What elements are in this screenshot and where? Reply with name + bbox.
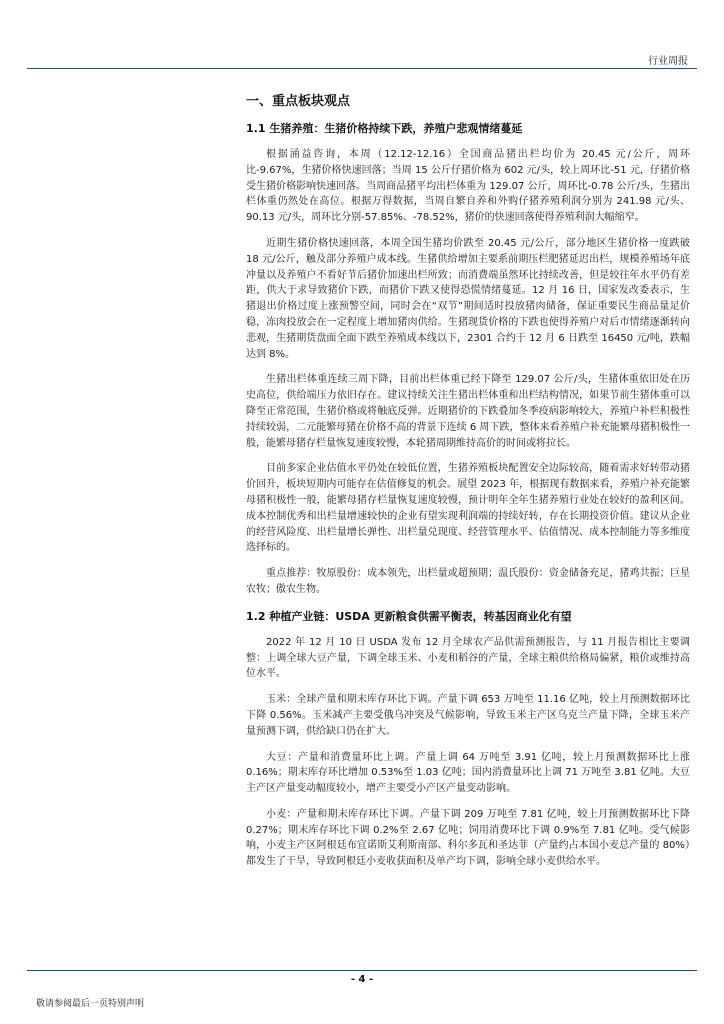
- section-title: 一、重点板块观点: [246, 94, 351, 109]
- paragraph: 2022 年 12 月 10 日 USDA 发布 12 月全球农产品供需预测报告，与 11 月报告相比主要调整：上调全球大豆产量，下调全球玉米、小麦和稻谷的产量，全球主粮供给格局偏紧，粮价或维持高位水平。: [246, 636, 690, 680]
- paragraph: 生猪出栏体重连续三周下降，目前出栏体重已经下降至 129.07 公斤/头，生猪体重依旧处在历史高位，供给端压力依旧存在。建议持续关注生猪出栏体重和出栏结构情况，如果节前生猪体重可以降至正常范围，生猪价格或将触底反弹。近期猪价的下跌叠加冬季疫病影响较大，养殖户补栏积极性持续较弱，二元能繁母猪在价格不高的背景下连续 6 周下跌，整体来看养殖户补充能繁母猪积极性一般，能繁母猪存栏量恢复速度较慢，本轮猪周期维持高价的时间或将拉长。: [246, 374, 690, 449]
- paragraph: 目前多家企业估值水平仍处在较低位置，生猪养殖板块配置安全边际较高，随着需求好转带动猪价回升，板块短期内可能存在估值修复的机会。展望 2023 年，根据现有数据来看，养殖户补充能繁母猪积极性一般，能繁母猪存栏量恢复速度较慢，预计明年全年生猪养殖行业处在较好的盈利区间。成本控制优秀和出栏量增速较快的企业有望实现利润端的持续好转，存在长期投资价值。建议从企业的经营风险度、出栏量增长弹性、出栏量兑现度、经营管理水平、估值情况、成本控制能力等多维度选择标的。: [246, 463, 690, 554]
- report-category-label: 行业周报: [648, 56, 688, 67]
- paragraph: 大豆：产量和消费量环比上调。产量上调 64 万吨至 3.91 亿吨，较上月预测数据环比上涨 0.16%；期末库存环比增加 0.53%至 1.03 亿吨；国内消费量环比上调 71 万吨至 3.81 亿吨。大豆主产区产量变动幅度较小，增产主要受小产区产量变动影响。: [246, 751, 690, 795]
- footer-divider: [27, 970, 697, 971]
- page-number: - 4 -: [350, 974, 374, 985]
- disclaimer-note: 敬请参阅最后一页特别声明: [36, 999, 145, 1009]
- header-divider: [27, 68, 697, 69]
- paragraph: 重点推荐：牧原股份：成本领先，出栏量或超预期；温氏股份：资金储备充足，猪鸡共振；巨星农牧；傲农生物。: [246, 568, 690, 595]
- paragraph: 根据涌益咨询，本周（12.12-12.16）全国商品猪出栏均价为 20.45 元/公斤，周环比-9.67%，生猪价格快速回落；当周 15 公斤仔猪价格为 602 元/头，较上周环比-51 元，仔猪价格受生猪价格影响快速回落。当周商品猪平均出栏体重为 129.07 公斤，周环比-0.78 公斤/头，生猪出栏体重仍然处在高位。根据万得数据，当周自繁自养和外购仔猪养殖利润分别为 241.98 元/头、90.13 元/头，周环比分别-57.85%、-78.52%，猪价的快速回落使得养殖利润大幅缩窄。: [246, 149, 690, 224]
- subsection-title-hog: 1.1 生猪养殖：生猪价格持续下跌，养殖户悲观情绪蔓延: [246, 122, 523, 135]
- paragraph: 近期生猪价格快速回落，本周全国生猪均价跌至 20.45 元/公斤，部分地区生猪价格一度跌破 18 元/公斤，触及部分养殖户成本线。生猪供给增加主要系前期压栏肥猪延迟出栏，规模养殖场年底冲量以及养殖户不看好节后猪价加速出栏所致；而消费端虽然环比持续改善，但是较往年水平仍有差距，供大于求导致猪价下跌，而猪价下跌又使得恐慌情绪蔓延。12 月 16 日，国家发改委表示，生猪退出价格过度上涨预警空间，同时会在“双节”期间适时投放猪肉储备，保证重要民生商品量足价稳，冻肉投放会在一定程度上增加猪肉供给。生猪现货价格的下跌也使得养殖户对后市情绪逐渐转向悲观，生猪期货盘面全面下跌至养殖成本线以下，2301 合约于 12 月 6 日跌至 16450 元/吨，跌幅达到 8%。: [246, 237, 690, 360]
- paragraph: 小麦：产量和期末库存环比下调。产量下调 209 万吨至 7.81 亿吨，较上月预测数据环比下降 0.27%；期末库存环比下调 0.2%至 2.67 亿吨；饲用消费环比下调 0.9%至 7.81 亿吨。受气候影响，小麦主产区阿根廷布宜诺斯艾利斯南部、科尔多瓦和圣达菲（产量约占本国小麦总产量的 80%）都发生了干旱，导致阿根廷小麦收获面积及单产均下调，影响全球小麦供给水平。: [246, 808, 690, 868]
- subsection-title-planting: 1.2 种植产业链：USDA 更新粮食供需平衡表，转基因商业化有望: [246, 609, 572, 623]
- report-body: [246, 120, 690, 880]
- paragraph: 玉米：全球产量和期末库存环比下调。产量下调 653 万吨至 11.16 亿吨，较上月预测数据环比下降 0.56%。玉米减产主要受俄乌冲突及气候影响，导致玉米主产区乌克兰产量下降，全球玉米产量预测下调，供给缺口仍在扩大。: [246, 694, 690, 737]
